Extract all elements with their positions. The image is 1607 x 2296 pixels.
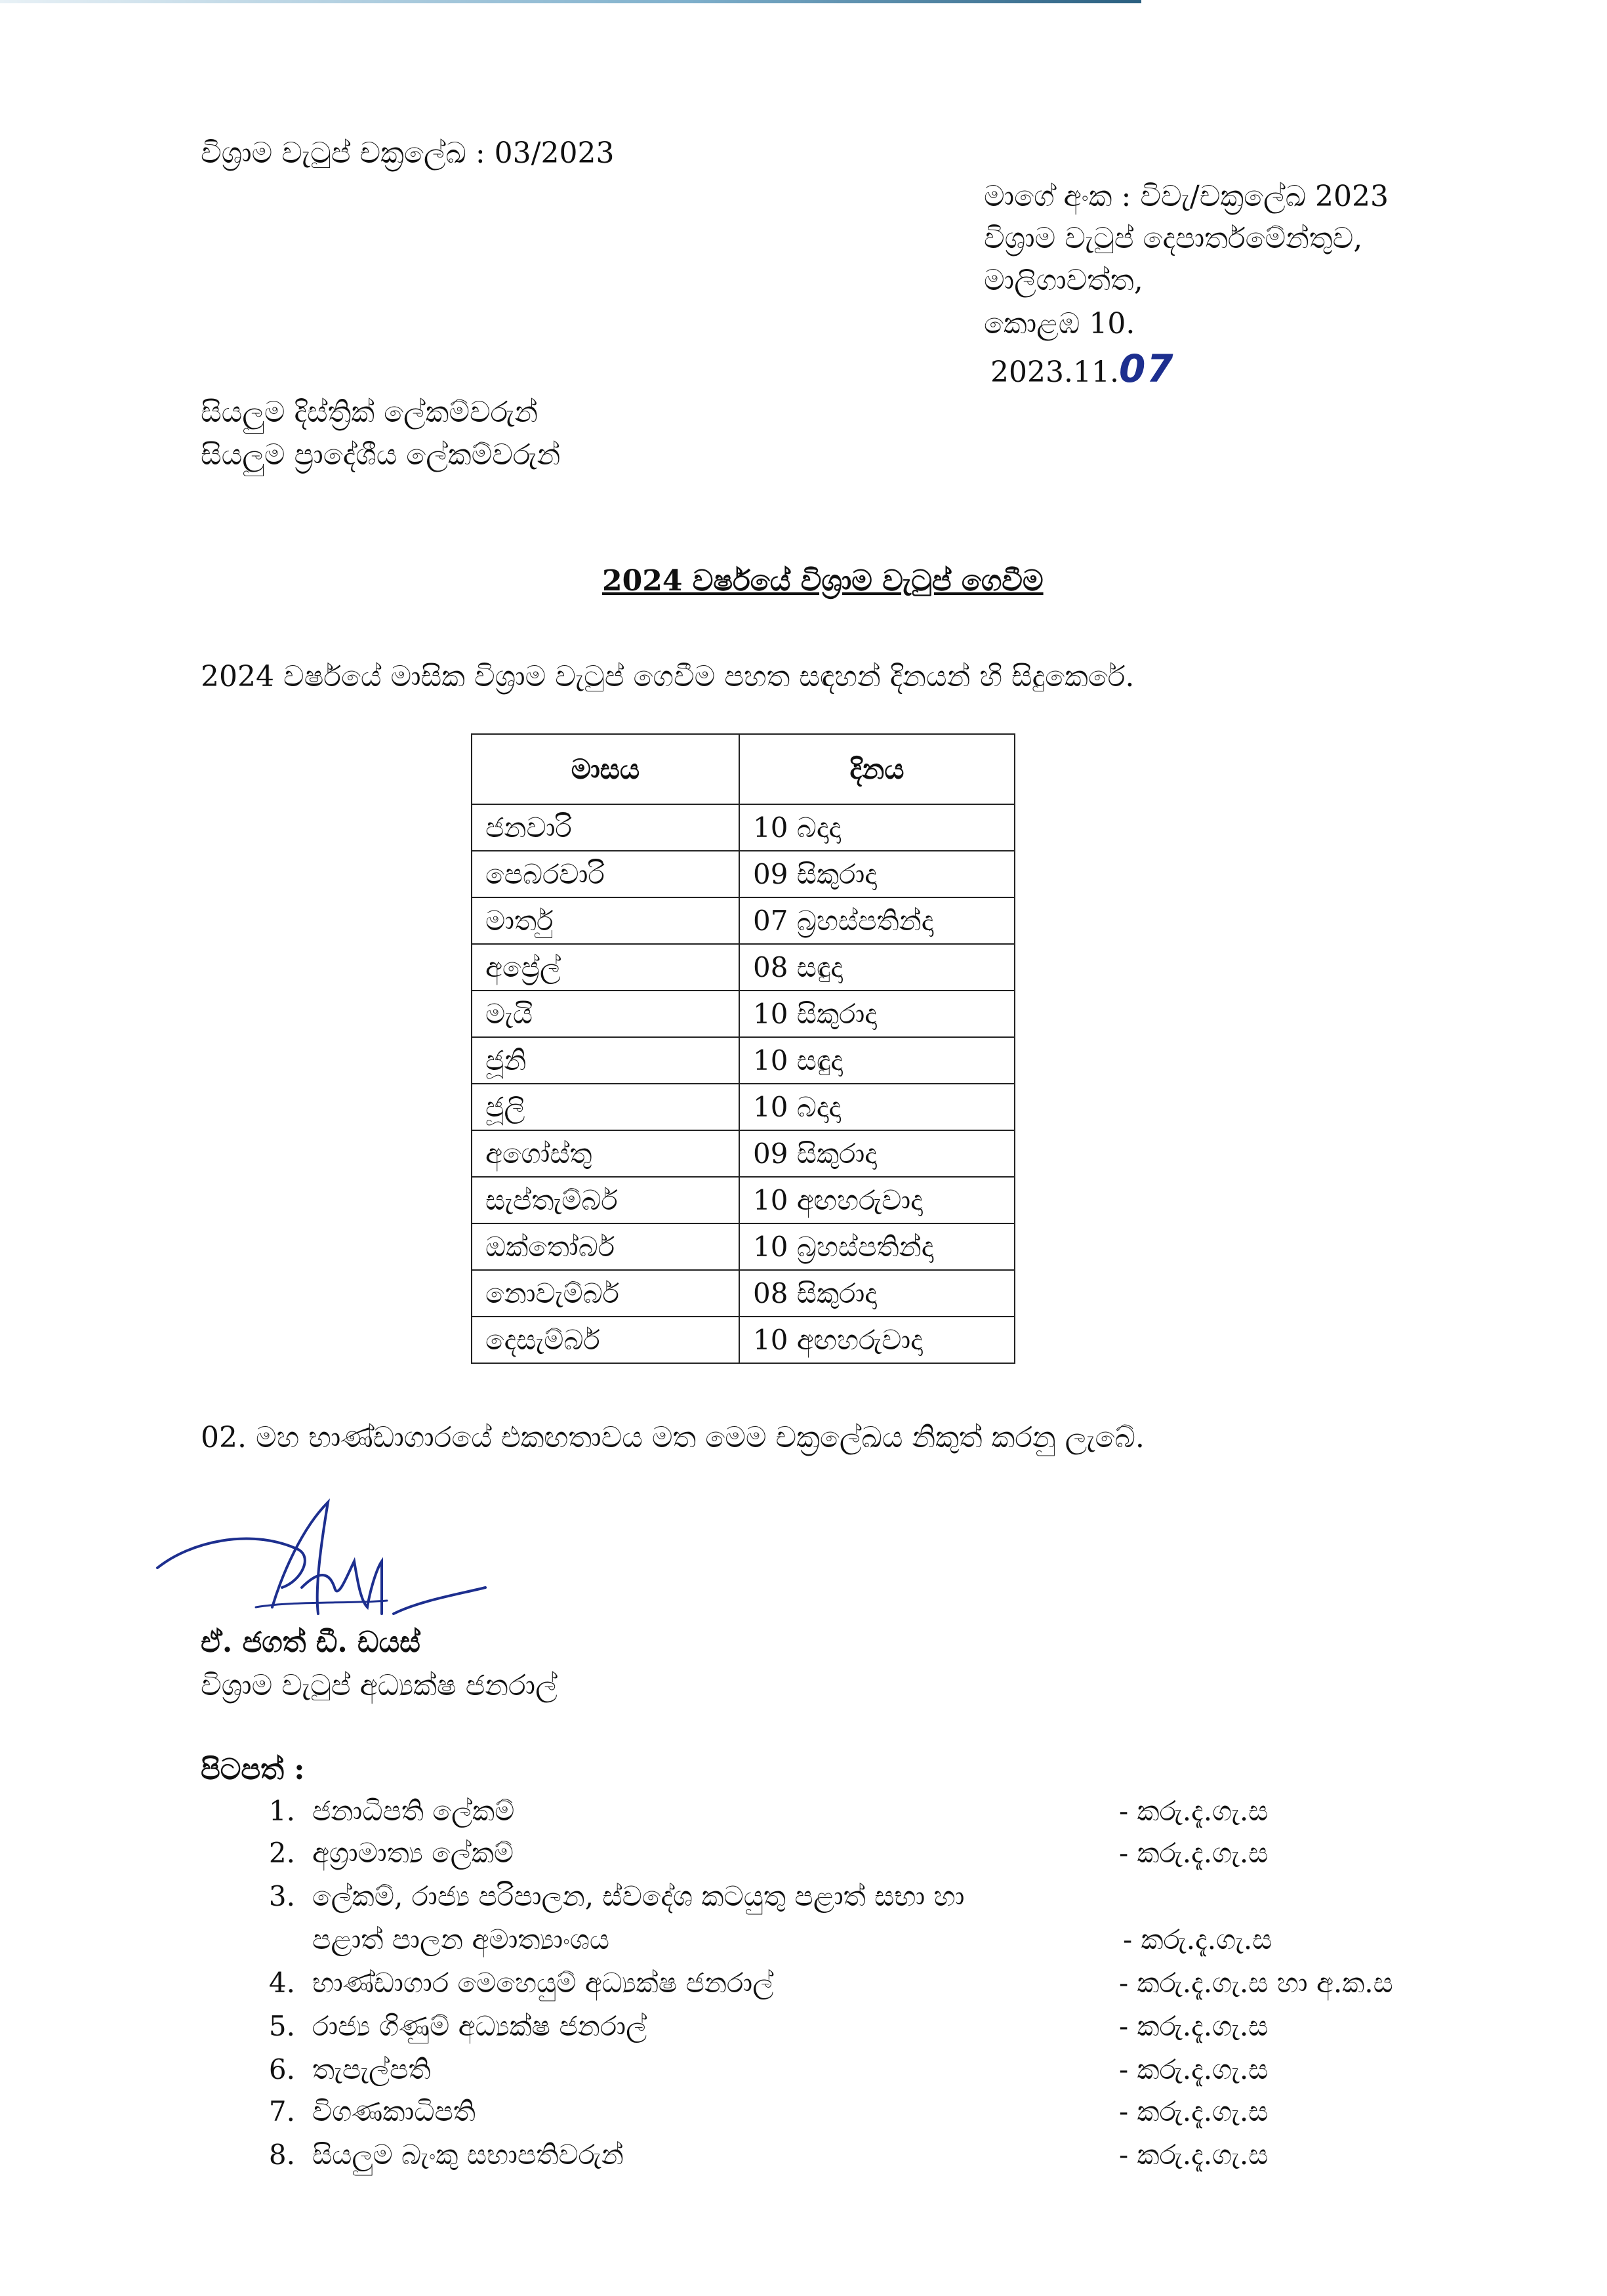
circular-number: විශ්‍රාම වැටුප් චක්‍රලේඛ : 03/2023	[201, 136, 615, 170]
copy-recipient: රාජ්‍ය ගිණුම් අධ්‍යක්ෂ ජනරාල්	[312, 2010, 647, 2042]
copy-number: 2.	[268, 1837, 295, 1869]
date-cell: 10 සඳුදා	[739, 1037, 1015, 1084]
copy-code: - කරු.දැ.ගැ.ස	[1123, 1923, 1272, 1956]
month-cell: ජූනි	[472, 1037, 739, 1084]
copy-recipient: තැපැල්පති	[312, 2053, 431, 2085]
date-cell: 10 අඟහරුවාදා	[739, 1317, 1015, 1363]
sender-city: කොළඹ 10.	[984, 307, 1135, 340]
copy-code: - කරු.දැ.ගැ.ස	[1119, 2095, 1269, 2127]
table-row	[472, 851, 1015, 897]
month-cell: නොවැම්බර්	[472, 1270, 739, 1317]
signatory-title: විශ්‍රාම වැටුප් අධ්‍යක්ෂ ජනරාල්	[201, 1669, 558, 1702]
copy-number: 3.	[268, 1880, 295, 1912]
recipient-line-2: සියලුම ප්‍රාදේශීය ලේකම්වරුන්	[201, 438, 561, 472]
date-cell: 10 බදාදා	[739, 804, 1015, 851]
date-printed: 2023.11.	[990, 356, 1119, 389]
table-row	[472, 804, 1015, 851]
copy-recipient: සියලුම බැංකු සභාපතිවරුන්	[312, 2139, 624, 2171]
signatory-name: ඒ. ජගත් ඩී. ඩයස්	[201, 1626, 420, 1659]
copy-code: - කරු.දැ.ගැ.ස	[1119, 1795, 1269, 1827]
table-row	[472, 1130, 1015, 1177]
copy-code: - කරු.දැ.ගැ.ස	[1119, 2010, 1269, 2042]
handwritten-signature	[151, 1489, 492, 1633]
date-cell: 10 අඟහරුවාදා	[739, 1177, 1015, 1223]
intro-paragraph: 2024 වර්ෂයේ මාසික විශ්‍රාම වැටුප් ගෙවීම පහත සඳහන් දිනයන් හි සිදුකෙරේ.	[201, 660, 1135, 693]
copy-code: - කරු.දැ.ගැ.ස හා අ.ක.ස	[1119, 1967, 1393, 1999]
copy-recipient: ලේකම්, රාජ්‍ය පරිපාලන, ස්වදේශ කටයුතු පළාත් සභා හා	[312, 1880, 965, 1912]
table-row	[472, 1084, 1015, 1130]
copies-label: පිටපත් :	[201, 1753, 305, 1786]
table-header-row	[472, 734, 1015, 804]
month-cell: ඔක්තෝබර්	[472, 1223, 739, 1270]
recipient-line-1: සියලුම දිස්ත්‍රික් ලේකම්වරුන්	[201, 396, 539, 429]
month-cell: අප්‍රේල්	[472, 944, 739, 991]
date-cell: 08 සිකුරාදා	[739, 1270, 1015, 1317]
date-cell: 09 සිකුරාදා	[739, 851, 1015, 897]
header-month: මාසය	[472, 734, 739, 804]
table-row	[472, 991, 1015, 1037]
header-day: දිනය	[739, 734, 1015, 804]
copy-number: 4.	[268, 1967, 295, 1999]
copy-number: 7.	[268, 2095, 295, 2127]
sender-department: විශ්‍රාම වැටුප් දෙපාර්තමේන්තුව,	[984, 222, 1363, 255]
date-cell: 09 සිකුරාදා	[739, 1130, 1015, 1177]
date-cell: 07 බ්‍රහස්පතින්දා	[739, 897, 1015, 944]
copy-recipient: ජනාධිපති ලේකම්	[312, 1795, 515, 1827]
month-cell: සැප්තැම්බර්	[472, 1177, 739, 1223]
copy-number: 5.	[268, 2010, 295, 2042]
table-row	[472, 1270, 1015, 1317]
table-row	[472, 1223, 1015, 1270]
copy-code: - කරු.දැ.ගැ.ස	[1119, 2053, 1269, 2085]
table-row	[472, 897, 1015, 944]
date-cell: 10 සිකුරාදා	[739, 991, 1015, 1037]
paragraph-02: 02. මහ භාණ්ඩාගාරයේ එකඟතාවය මත මෙම චක්‍රලේඛය නිකුත් කරනු ලැබේ.	[201, 1421, 1145, 1454]
payment-schedule-table	[471, 733, 1015, 1364]
month-cell: මැයි	[472, 991, 739, 1037]
subject-heading: 2024 වර්ෂයේ විශ්‍රාම වැටුප් ගෙවීම	[602, 564, 1044, 598]
copy-recipient: භාණ්ඩාගාර මෙහෙයුම් අධ්‍යක්ෂ ජනරාල්	[312, 1967, 774, 1999]
sender-street: මාලිගාවත්ත,	[984, 264, 1143, 297]
table-row	[472, 1317, 1015, 1363]
month-cell: පෙබරවාරි	[472, 851, 739, 897]
copy-recipient-continued: පළාත් පාලන අමාත්‍යාංශය	[312, 1923, 610, 1956]
copy-code: - කරු.දැ.ගැ.ස	[1119, 1837, 1269, 1869]
table-row	[472, 944, 1015, 991]
date-handwritten: 07	[1118, 346, 1175, 391]
month-cell: දෙසැම්බර්	[472, 1317, 739, 1363]
copy-number: 1.	[268, 1795, 295, 1827]
copy-recipient: විගණකාධිපති	[312, 2095, 476, 2127]
date-cell: 08 සඳුදා	[739, 944, 1015, 991]
table-row	[472, 1177, 1015, 1223]
month-cell: මාර්තු	[472, 897, 739, 944]
copy-number: 6.	[268, 2053, 295, 2085]
date-cell: 10 බ්‍රහස්පතින්දා	[739, 1223, 1015, 1270]
month-cell: ජනවාරි	[472, 804, 739, 851]
copy-number: 8.	[268, 2139, 295, 2171]
copy-code: - කරු.දැ.ගැ.ස	[1119, 2139, 1269, 2171]
scan-top-edge	[0, 0, 1141, 3]
copy-recipient: අග්‍රාමාත්‍ය ලේකම්	[312, 1837, 514, 1869]
letter-date	[990, 346, 1175, 391]
table-row	[472, 1037, 1015, 1084]
month-cell: ජූලි	[472, 1084, 739, 1130]
date-cell: 10 බදාදා	[739, 1084, 1015, 1130]
month-cell: අගෝස්තු	[472, 1130, 739, 1177]
sender-reference: මාගේ අංක : විවැ/චක්‍රලේඛ 2023	[984, 180, 1389, 213]
